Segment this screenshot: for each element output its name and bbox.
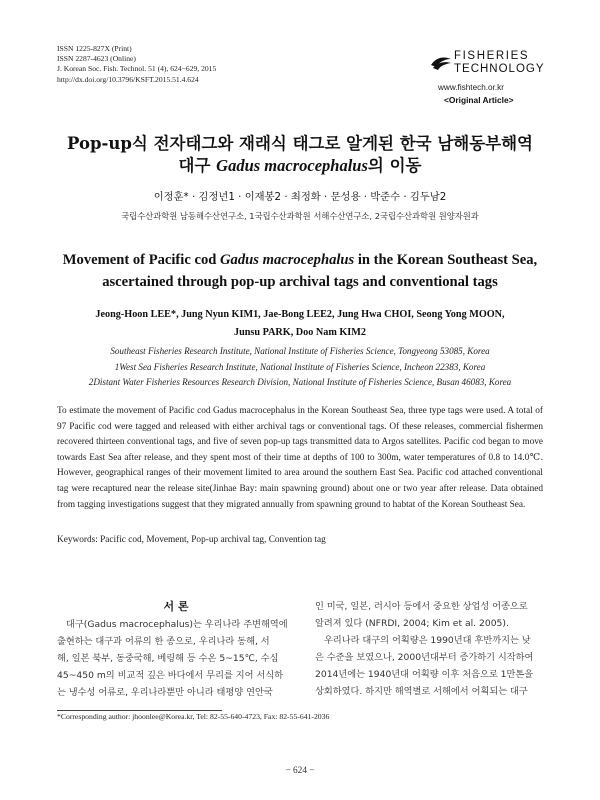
journal-url[interactable]: www.fishtech.or.kr	[438, 83, 504, 92]
species-name: Gadus macrocephalus	[220, 252, 355, 268]
page-number: − 624 −	[285, 766, 315, 776]
body-line: 알려져 있다 (NFRDI, 2004; Kim et al. 2005).	[315, 618, 509, 629]
english-title-suffix: in the Korean Southeast Sea,	[354, 252, 538, 268]
korean-title-line-2	[0, 152, 600, 176]
affiliation-1: Southeast Fisheries Research Institute, National Institute of Fisheries Science, Tongyeong 53085, Korea	[110, 346, 490, 356]
logo-text-technology: TECHNOLOGY	[454, 63, 545, 75]
corresponding-author-footnote: *Corresponding author: jhoonlee@Korea.kr, Tel: 82-55-640-4723, Fax: 82-55-641-2036	[57, 712, 330, 721]
affiliation-3: 2Distant Water Fisheries Resources Research Division, National Institute of Fisheries Science, Busan 46083, Korea	[88, 377, 512, 387]
english-title-line-1	[0, 252, 600, 269]
korean-title-line-1: Pop-up식 전자태그와 재래식 태그로 알게된 한국 남해동부해역	[67, 134, 533, 153]
affiliation-2: 1West Sea Fisheries Research Institute, National Institute of Fisheries Science, Incheon 22383, Korea	[114, 362, 486, 372]
korean-authors: 이정훈* · 김정년1 · 이재봉2 · 최정화 · 문성용 · 박준수 · 김두남2	[153, 191, 447, 203]
english-title-prefix: Movement of Pacific cod	[62, 252, 221, 268]
english-authors-line-2: Junsu PARK, Doo Nam KIM2	[234, 327, 366, 338]
body-line: 상회하였다. 하지만 해역별로 서해에서 어획되는 대구	[315, 686, 528, 697]
citation: J. Korean Soc. Fish. Technol. 51 (4), 624−629, 2015	[57, 64, 217, 74]
english-title-line-2: ascertained through pop-up archival tags and conventional tags	[102, 274, 498, 290]
footnote-divider	[57, 710, 222, 711]
body-line: 우리나라 대구의 어획량은 1990년대 후반까지는 낮	[324, 635, 531, 646]
doi-link[interactable]: http://dx.doi.org/10.3796/KSFT.2015.51.4.624	[57, 74, 199, 84]
korean-title-prefix: 대구	[178, 156, 217, 175]
body-line: 은 수준을 보였으나, 2000년대부터 증가하기 시작하여	[315, 652, 534, 663]
species-name: Gadus macrocephalus	[216, 156, 368, 175]
logo-text-fisheries: FISHERIES	[454, 50, 530, 62]
english-authors-line-1: Jeong-Hoon LEE*, Jung Nyun KIM1, Jae-Bong LEE2, Jung Hwa CHOI, Seong Yong MOON,	[95, 309, 505, 320]
body-line: 2014년에는 1940년대 어획량 이후 처음으로 1만톤을	[315, 669, 534, 680]
body-column-left	[57, 616, 295, 701]
body-line: 인 미국, 일본, 러시아 등에서 중요한 상업성 어종으로	[315, 601, 528, 612]
section-heading-introduction: 서 론	[163, 600, 189, 613]
issn-online: ISSN 2287-4623 (Online)	[57, 54, 136, 64]
journal-metadata	[57, 44, 216, 85]
body-column-right	[315, 598, 545, 700]
body-line: 대구(Gadus macrocephalus)는 우리나라 주변해역에	[66, 619, 288, 630]
body-line: 출현하는 대구과 어류의 한 종으로, 우리나라 동해, 서	[57, 636, 270, 647]
keywords: Keywords: Pacific cod, Movement, Pop-up archival tag, Convention tag	[57, 535, 326, 545]
article-type-label: <Original Article>	[444, 95, 514, 105]
body-line: 는 냉수성 어류로, 우리나라뿐만 아니라 태평양 연안국	[57, 687, 273, 698]
korean-title-suffix: 의 이동	[367, 156, 422, 175]
abstract: To estimate the movement of Pacific cod Gadus macrocephalus in the Korean Southeast Sea, three type tags were used. A total of 97 Pacific cod were tagged and released with either archival tags or conventional tags. Of these releases, commercial fishermen recovered thirteen conventional tags, and five of seven pop-up tags transmitted data to Argos satellites. Pacific cod began to move towards East Sea after release, and they spent most of their time at depths of 100 to 300m, water temperatures of 0.8 to 14.0℃. However, geographical ranges of their movement limited to area around the southern East Sea. Pacific cod attached conventional tag were recaptured near the release site(Jinhae Bay: main spawning ground) about one or two year after release. Data obtained from tagging investigations suggest that they migrated annually from spawning ground to habtat of the Korean Southeast Sea.	[57, 406, 543, 510]
korean-affiliations: 국립수산과학원 남동해수산연구소, 1국립수산과학원 서해수산연구소, 2국립수산과학원 원양자원과	[121, 211, 479, 221]
body-line: 45~450 m의 비교적 깊은 바다에서 무리를 지어 서식하	[57, 670, 284, 681]
body-line: 해, 일본 북부, 동중국해, 베링해 등 수온 5~15℃, 수심	[57, 653, 279, 664]
fish-logo-icon	[430, 53, 452, 71]
issn-print: ISSN 1225-827X (Print)	[57, 44, 132, 53]
